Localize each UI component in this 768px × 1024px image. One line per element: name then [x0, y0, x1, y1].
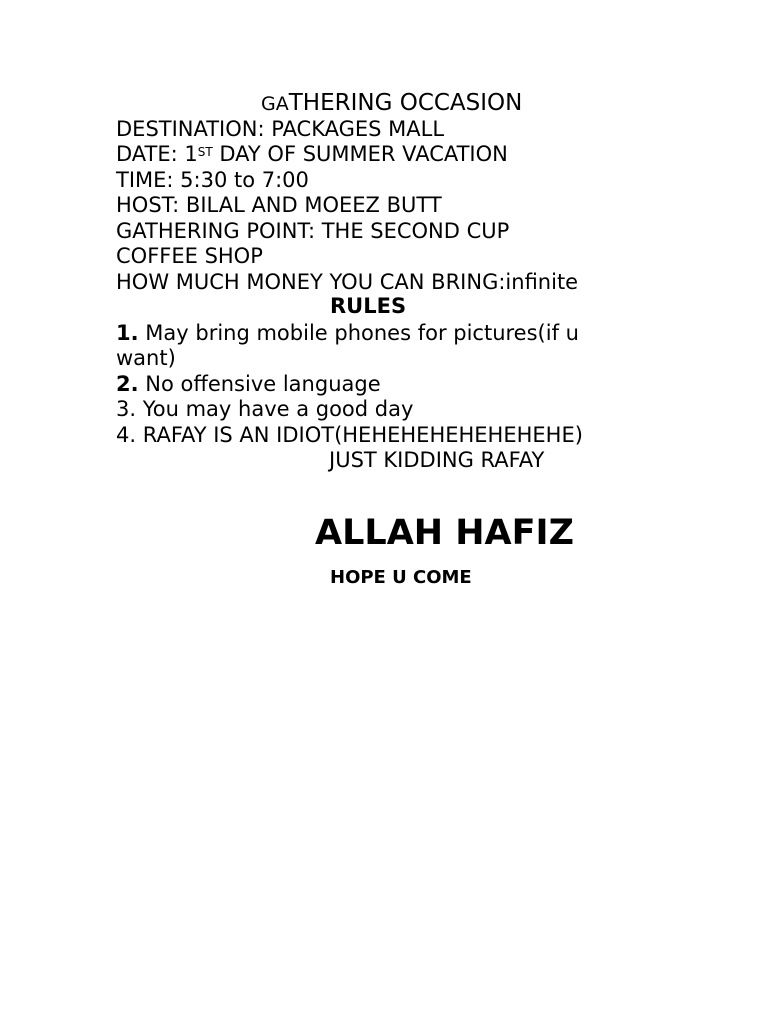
gathering-point-line: GATHERING POINT: THE SECOND CUP — [116, 219, 510, 243]
document-title — [261, 89, 522, 118]
farewell-heading: ALLAH HAFIZ — [315, 513, 574, 553]
rule-number: 2. — [116, 372, 139, 396]
date-suffix: DAY OF SUMMER VACATION — [212, 142, 508, 166]
rule-text: May bring mobile phones for pictures(if u — [138, 321, 579, 345]
title-prefix: GA — [261, 93, 289, 115]
rule-item-2 — [116, 372, 381, 398]
rule-item-3: 3. You may have a good day — [116, 397, 414, 421]
title-rest: THERING OCCASION — [288, 90, 523, 116]
time-line: TIME: 5:30 to 7:00 — [116, 168, 309, 192]
rule-number: 1. — [116, 321, 139, 345]
money-line: HOW MUCH MONEY YOU CAN BRING:infinite — [116, 270, 579, 294]
rules-heading: RULES — [330, 294, 407, 318]
date-prefix: DATE: 1 — [116, 142, 198, 166]
host-line: HOST: BILAL AND MOEEZ BUTT — [116, 193, 442, 217]
rule-aside: JUST KIDDING RAFAY — [329, 448, 545, 472]
rule-item-4: 4. RAFAY IS AN IDIOT(HEHEHEHEHEHEHEHE) — [116, 423, 583, 447]
destination-line: DESTINATION: PACKAGES MALL — [116, 117, 445, 141]
rule-item-1-continued: want) — [116, 346, 176, 370]
gathering-point-line-continued: COFFEE SHOP — [116, 244, 263, 268]
rule-text: No offensive language — [138, 372, 381, 396]
date-line — [116, 142, 508, 168]
rule-item-1 — [116, 321, 579, 347]
date-ordinal: ST — [197, 145, 213, 159]
closing-note: HOPE U COME — [330, 567, 472, 588]
